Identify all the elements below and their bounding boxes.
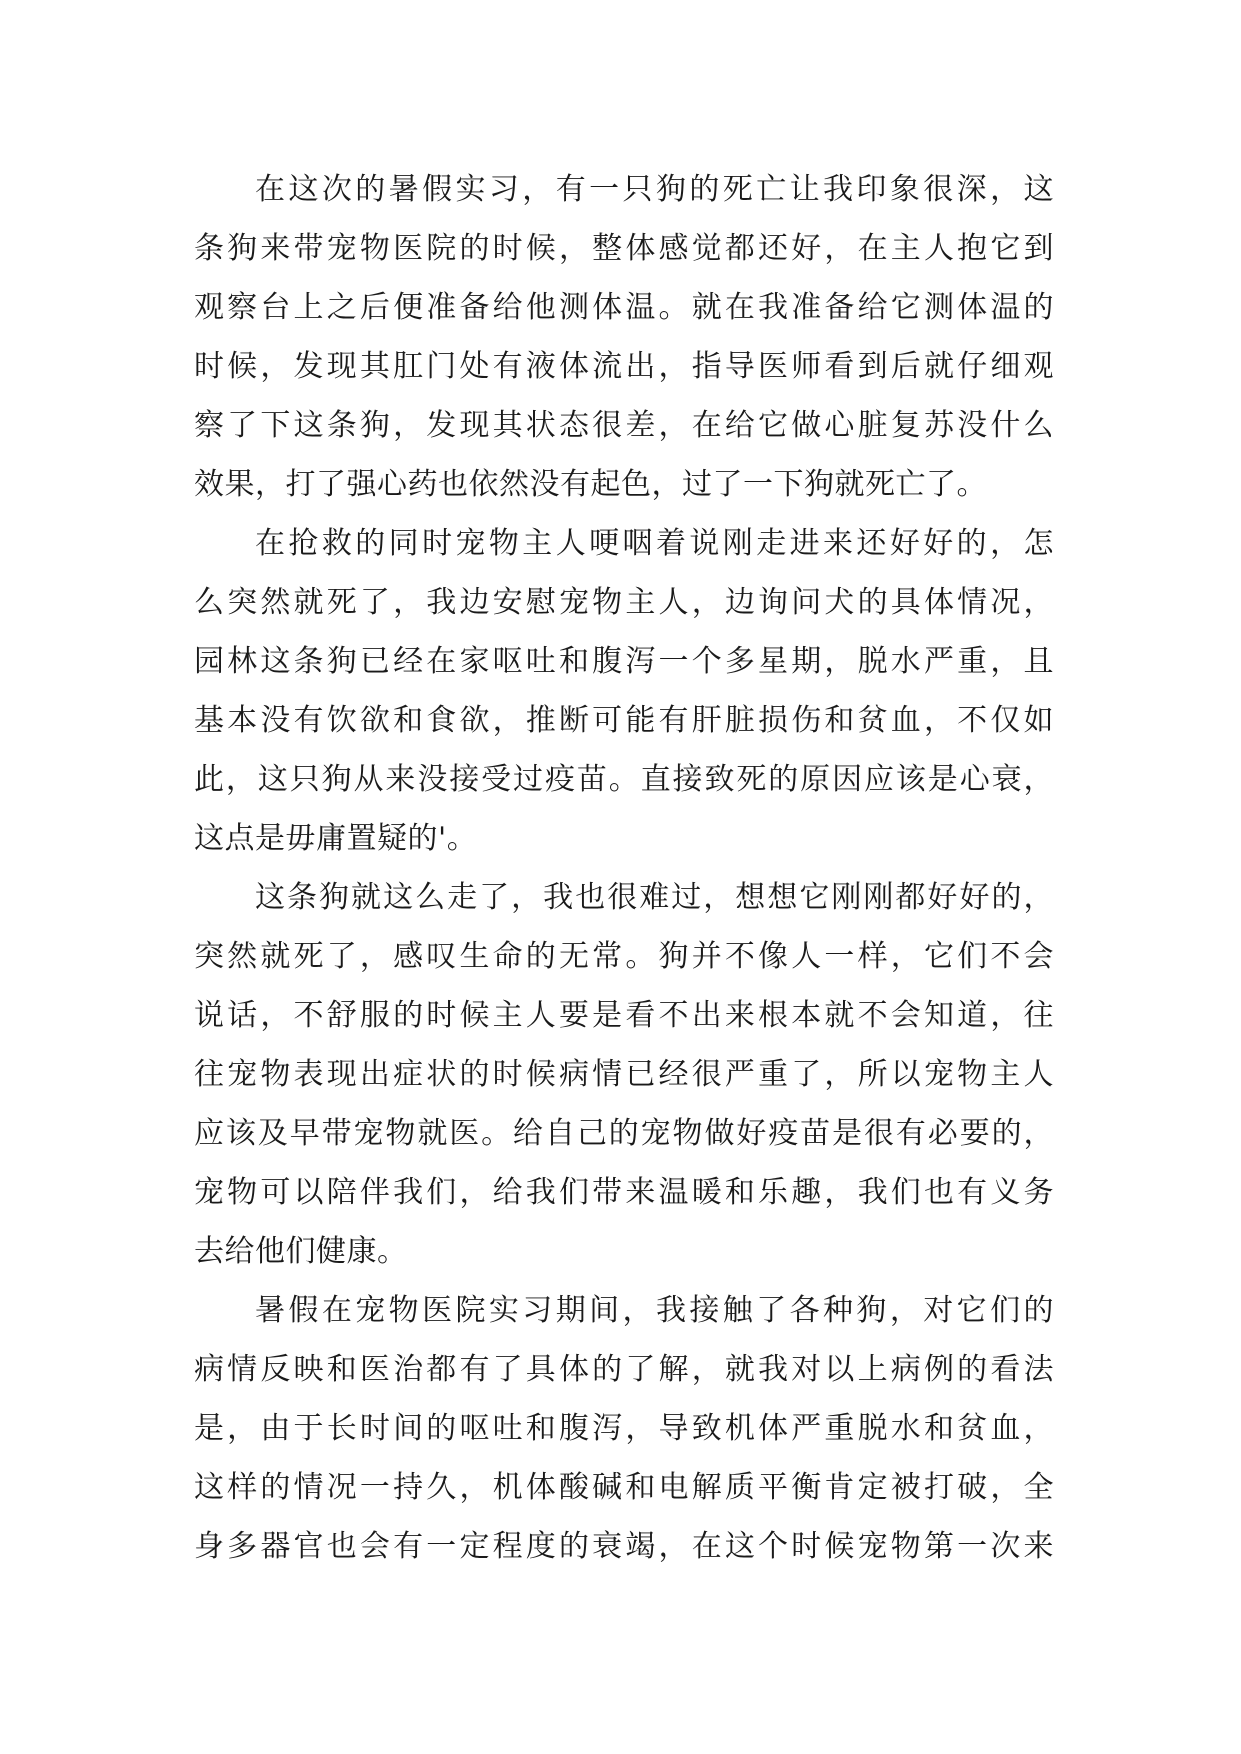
text-line: 是，由于长时间的呕吐和腹泻，导致机体严重脱水和贫血， xyxy=(194,1411,1054,1446)
text-line: 此，这只狗从来没接受过疫苗。直接致死的原因应该是心衰， xyxy=(194,762,1054,797)
text-line: 去给他们健康。 xyxy=(194,1234,408,1269)
text-line: 察了下这条狗，发现其状态很差，在给它做心脏复苏没什么 xyxy=(194,408,1054,443)
paragraph-1 xyxy=(194,160,1054,514)
text-line: 身多器官也会有一定程度的衰竭，在这个时候宠物第一次来 xyxy=(194,1529,1054,1564)
text-line: 宠物可以陪伴我们，给我们带来温暖和乐趣，我们也有义务 xyxy=(194,1175,1054,1210)
paragraph-4 xyxy=(194,1281,1054,1576)
paragraph-2 xyxy=(194,514,1054,868)
text-line: 说话，不舒服的时候主人要是看不出来根本就不会知道，往 xyxy=(194,998,1054,1033)
paragraph-3 xyxy=(194,868,1054,1281)
text-line: 观察台上之后便准备给他测体温。就在我准备给它测体温的 xyxy=(194,290,1054,325)
text-line: 么突然就死了，我边安慰宠物主人，边询问犬的具体情况， xyxy=(194,585,1054,620)
text-line: 条狗来带宠物医院的时候，整体感觉都还好，在主人抱它到 xyxy=(194,231,1054,266)
text-line: 在这次的暑假实习，有一只狗的死亡让我印象很深，这 xyxy=(255,172,1054,207)
document-body xyxy=(194,160,1054,1576)
text-line: 暑假在宠物医院实习期间，我接触了各种狗，对它们的 xyxy=(255,1293,1054,1328)
text-line: 应该及早带宠物就医。给自己的宠物做好疫苗是很有必要的， xyxy=(194,1116,1054,1151)
text-line: 效果，打了强心药也依然没有起色，过了一下狗就死亡了。 xyxy=(194,467,987,502)
text-line: 在抢救的同时宠物主人哽咽着说刚走进来还好好的，怎 xyxy=(255,526,1054,561)
text-line: 这点是毋庸置疑的'。 xyxy=(194,821,478,856)
text-line: 往宠物表现出症状的时候病情已经很严重了，所以宠物主人 xyxy=(194,1057,1054,1092)
text-line: 时候，发现其肛门处有液体流出，指导医师看到后就仔细观 xyxy=(194,349,1054,384)
text-line: 突然就死了，感叹生命的无常。狗并不像人一样，它们不会 xyxy=(194,939,1054,974)
text-line: 病情反映和医治都有了具体的了解，就我对以上病例的看法 xyxy=(194,1352,1054,1387)
text-line: 基本没有饮欲和食欲，推断可能有肝脏损伤和贫血，不仅如 xyxy=(194,703,1054,738)
text-line: 这条狗就这么走了，我也很难过，想想它刚刚都好好的， xyxy=(255,880,1054,915)
text-line: 这样的情况一持久，机体酸碱和电解质平衡肯定被打破，全 xyxy=(194,1470,1054,1505)
text-line: 园林这条狗已经在家呕吐和腹泻一个多星期，脱水严重，且 xyxy=(194,644,1054,679)
